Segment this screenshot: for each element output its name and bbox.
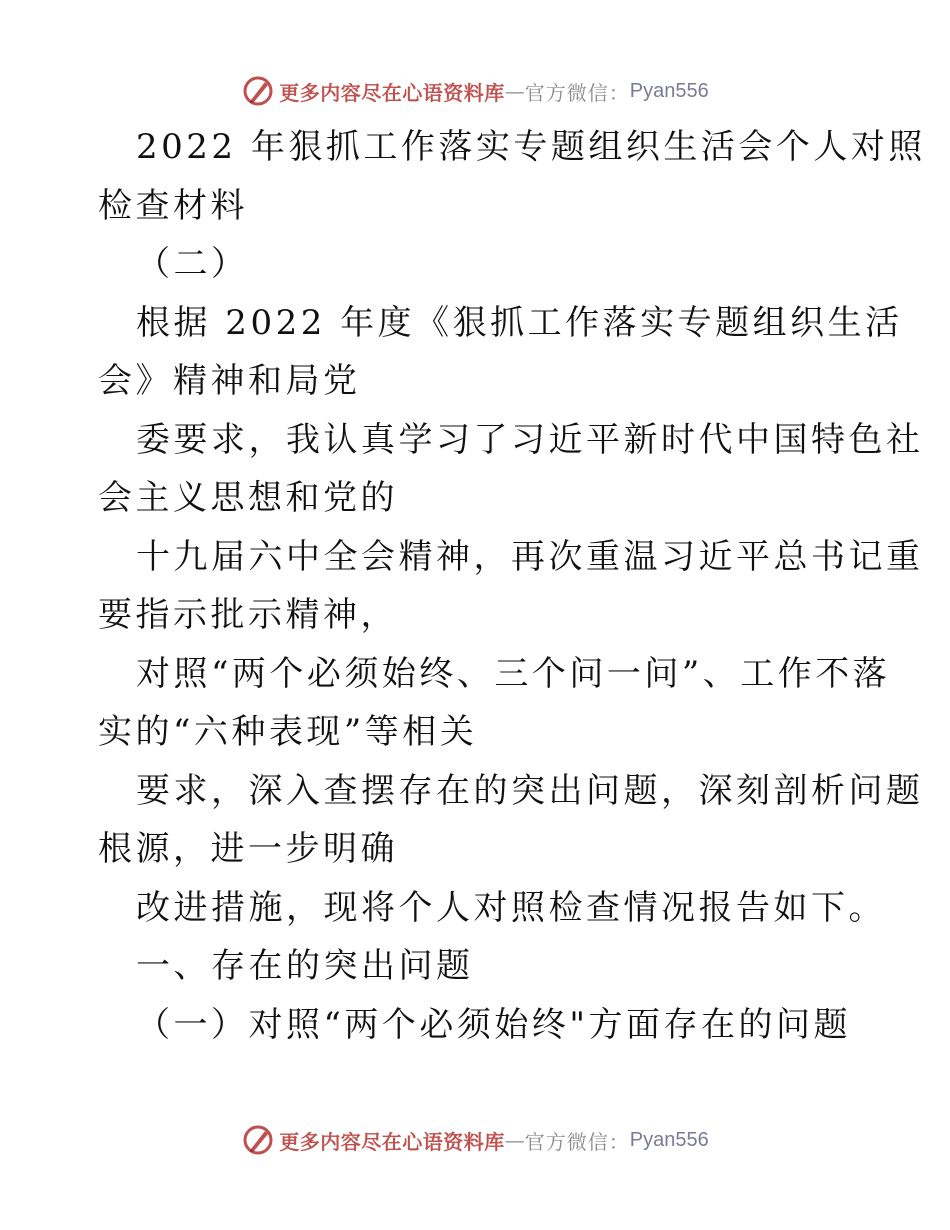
- banner-separator: —: [504, 1128, 525, 1152]
- paragraph-line: 对照“两个必须始终、三个问一问”、工作不落: [136, 653, 891, 694]
- footer-banner: [0, 1120, 950, 1160]
- section-heading: 一、存在的突出问题: [136, 946, 474, 986]
- document-title-line-2: 检查材料: [98, 185, 248, 226]
- banner-separator: —: [504, 79, 525, 103]
- paragraph-line: 会》精神和局党: [98, 361, 361, 401]
- banner-text: 更多内容尽在心语资料库: [279, 1129, 505, 1154]
- paragraph-line: 实的“六种表现”等相关: [98, 712, 478, 752]
- banner-wechat-id: Pyan556: [629, 1128, 709, 1151]
- paragraph-line: 改进措施，现将个人对照检查情况报告如下。: [136, 887, 886, 928]
- banner-wechat-label: 官方微信：: [524, 1129, 630, 1154]
- paragraph-line: 要求，深入查摆存在的突出问题，深刻剖析问题: [136, 770, 924, 811]
- pen-logo-icon: [241, 1123, 275, 1157]
- banner-wechat-id: Pyan556: [629, 79, 709, 102]
- paragraph-line: 会主义思想和党的: [98, 478, 398, 518]
- paragraph-line: 要指示批示精神，: [98, 595, 398, 635]
- banner-text: 更多内容尽在心语资料库: [279, 80, 505, 105]
- document-subtitle: （二）: [136, 244, 249, 284]
- paragraph-line: 十九届六中全会精神，再次重温习近平总书记重: [136, 536, 924, 577]
- pen-logo-icon: [241, 74, 275, 108]
- paragraph-line: 根据 2022 年度《狠抓工作落实专题组织生活: [136, 302, 903, 343]
- paragraph-line: 委要求，我认真学习了习近平新时代中国特色社: [136, 419, 924, 460]
- paragraph-line: 根源，进一步明确: [98, 829, 398, 869]
- document-body: [98, 118, 926, 1054]
- document-title-line-1: 2022 年狠抓工作落实专题组织生活会个人对照: [136, 127, 926, 167]
- subsection-heading: （一）对照“两个必须始终"方面存在的问题: [136, 1004, 852, 1045]
- banner-wechat-label: 官方微信：: [524, 80, 630, 105]
- header-banner: [0, 71, 950, 111]
